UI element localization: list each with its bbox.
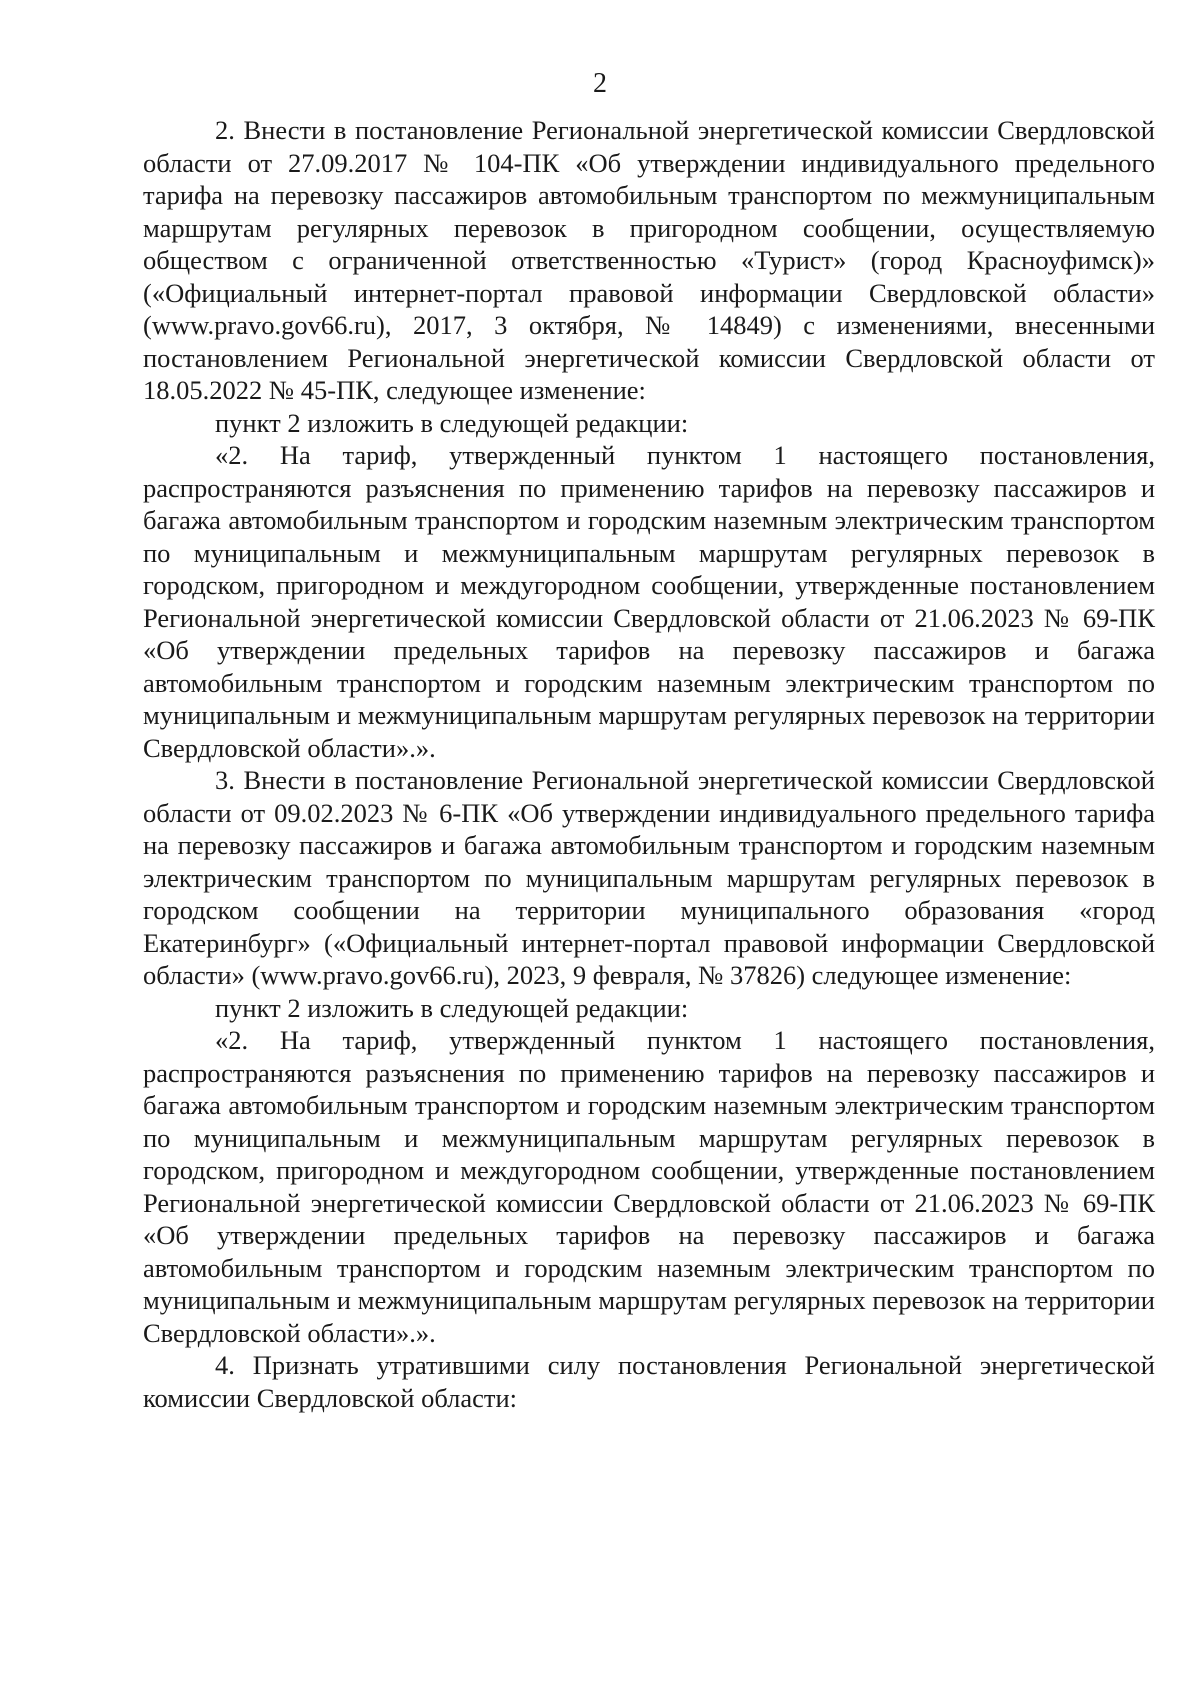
paragraph-item-3: 3. Внести в постановление Региональной энергетической комиссии Свердловской области от 09.02.2023 № 6-ПК «Об утверждении индивидуального предельного тарифа на перевозку пассажиров и багажа автомобильным транспортом и городским наземным электрическим транспортом по муниципальным маршрутам регулярных перевозок в городском сообщении на территории муниципального образования «город Екатеринбург» («Официальный интернет-портал правовой информации Свердловской области» (www.pravo.gov66.ru), 2023, 9 февраля, № 37826) следующее изменение: — [143, 765, 1155, 990]
paragraph-item-2: 2. Внести в постановление Региональной энергетической комиссии Свердловской области от 27.09.2017 № 104-ПК «Об утверждении индивидуального предельного тарифа на перевозку пассажиров автомобильным транспортом по межмуниципальным маршрутам регулярных перевозок в пригородном сообщении, осуществляемую обществом с ограниченной ответственностью «Турист» (город Красноуфимск)» («Официальный интернет-портал правовой информации Свердловской области» (www.pravo.gov66.ru), 2017, 3 октября, № 14849) с изменениями, внесенными постановлением Региональной энергетической комиссии Свердловской области от 18.05.2022 № 45-ПК, следующее изменение: — [143, 115, 1155, 405]
paragraph-new-clause: «2. На тариф, утвержденный пунктом 1 настоящего постановления, распространяются разъяснения по применению тарифов на перевозку пассажиров и багажа автомобильным транспортом и городским наземным электрическим транспортом по муниципальным и межмуниципальным маршрутам регулярных перевозок в городском, пригородном и междугородном сообщении, утвержденные постановлением Региональной энергетической комиссии Свердловской области от 21.06.2023 № 69-ПК «Об утверждении предельных тарифов на перевозку пассажиров и багажа автомобильным транспортом и городским наземным электрическим транспортом по муниципальным и межмуниципальным маршрутам регулярных перевозок на территории Свердловской области».». — [143, 440, 1155, 763]
paragraph-amend-instruction: пункт 2 изложить в следующей редакции: — [215, 407, 689, 438]
page-number: 2 — [593, 68, 607, 99]
paragraph-amend-instruction: пункт 2 изложить в следующей редакции: — [215, 992, 689, 1023]
paragraph-new-clause: «2. На тариф, утвержденный пунктом 1 настоящего постановления, распространяются разъяснения по применению тарифов на перевозку пассажиров и багажа автомобильным транспортом и городским наземным электрическим транспортом по муниципальным и межмуниципальным маршрутам регулярных перевозок в городском, пригородном и междугородном сообщении, утвержденные постановлением Региональной энергетической комиссии Свердловской области от 21.06.2023 № 69-ПК «Об утверждении предельных тарифов на перевозку пассажиров и багажа автомобильным транспортом и городским наземным электрическим транспортом по муниципальным и межмуниципальным маршрутам регулярных перевозок на территории Свердловской области».». — [143, 1025, 1155, 1348]
paragraph-item-4: 4. Признать утратившими силу постановления Региональной энергетической комиссии Свердловской области: — [143, 1350, 1155, 1413]
document-body — [143, 114, 1155, 1414]
